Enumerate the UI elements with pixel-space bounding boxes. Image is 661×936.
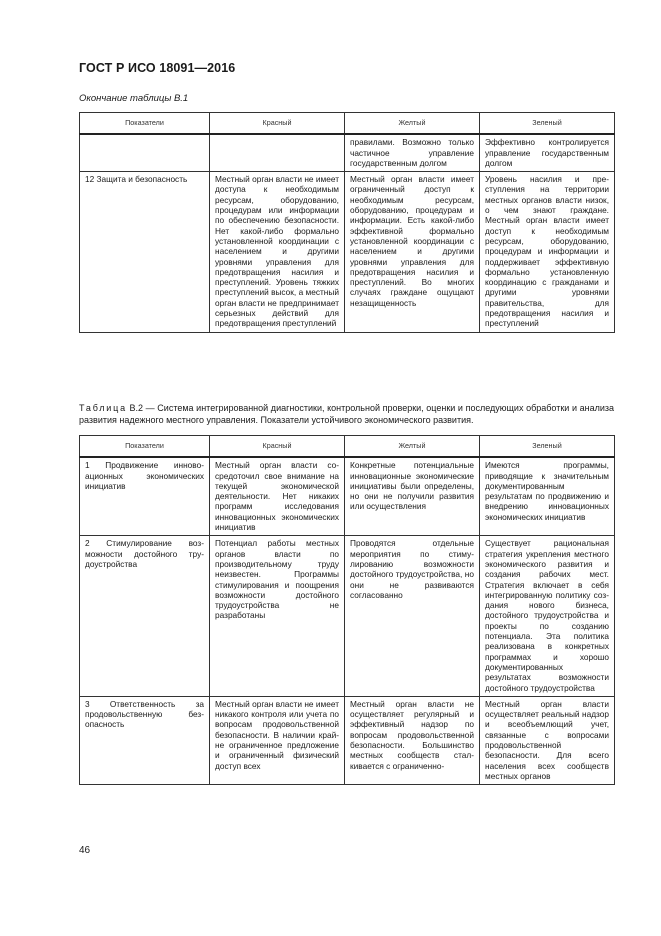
yellow-cell: Конкретные потенциальные инновационные экономические инициативы были определены, но они не получили развития или осуществления [345,457,480,536]
table-row [80,696,615,784]
column-header-green: Зеленый [480,113,615,135]
table-row [80,134,615,171]
red-cell: Потенциал работы местных органов власти по производительному труду неизвестен. Программы стимулирования и поощрения возможности достойного трудоустройства не разработаны [210,536,345,696]
document-title: ГОСТ Р ИСО 18091—2016 [79,61,236,75]
column-header-indicators: Показатели [80,113,210,135]
yellow-cell: правилами. Возможно только частичное управление государственным долгом [345,134,480,171]
indicator-cell: 12 Защита и безопасность [80,172,210,332]
red-cell [210,134,345,171]
table-header-row [80,436,615,458]
table-b2 [79,435,615,785]
indicator-cell: 3 Ответственность за продовольственную безопасность [80,696,210,784]
yellow-cell: Проводятся отдельные мероприятия по стимулированию возможности достойного трудоустройства, но они не развиваются согласованно [345,536,480,696]
table-b2-caption-text: В.2 — Система интегрированной диагностики, контрольной проверки, оценки и последующих обработки и анализа развития надежного местного управления. Показатели устойчивого экономического развития. [79,403,614,425]
indicator-cell: 2 Стимулирование возможности достойного трудоустройства [80,536,210,696]
green-cell: Существует рациональная стратегия укрепления местного экономического развития и создания рабочих мест. Стратегия включает в себя интегрированную политику создания нового бизнеса, достойного трудоустройства и проекты по созданию потенциала. Эта политика реализована в конкретных программах и хорошо документированных результатах возможности достойного трудоустройства [480,536,615,696]
yellow-cell: Местный орган власти не осуществляет регулярный и эффективный надзор по вопросам продовольственной безопасности. Большинство местных сообществ сталкивается с ограниченно- [345,696,480,784]
green-cell: Местный орган власти осуществляет реальный надзор и всеобъемлющий учет, связанные с вопросами продовольственной безопасности. Для всего населения всех сообществ местных органов [480,696,615,784]
column-header-red: Красный [210,113,345,135]
red-cell: Местный орган власти сосредоточил свое внимание на текущей экономической деятельности. Нет никаких программ исследования инновационных экономических инициатив [210,457,345,536]
yellow-cell: Местный орган власти имеет ограниченный доступ к необходимым ресурсам, оборудованию, процедурам и информации. Есть какой-либо эффективной формально установленной координации с населением и другими уровнями управления для предотвращения насилия и преступлений. Во многих случаях граждане ощущают незащищенность [345,172,480,332]
table-row [80,172,615,332]
column-header-yellow: Желтый [345,436,480,458]
column-header-green: Зеленый [480,436,615,458]
table-b1-caption: Окончание таблицы В.1 [79,93,189,104]
green-cell: Эффективно контролируется управление государственным долгом [480,134,615,171]
column-header-yellow: Желтый [345,113,480,135]
red-cell: Местный орган власти не имеет никакого контроля или учета по вопросам продовольственной безопасности. В наличии крайне ограниченное предложение и ограниченный физический доступ всех [210,696,345,784]
green-cell: Уровень насилия и преступления на территории местных органов власти низок, о чем знают граждане. Местный орган власти имеет доступ к необходимым ресурсам, оборудованию, процедурам и информации и поддерживает эффективную формально установленную координацию с гражданами и другими уровнями правительства, для предотвращения насилия и преступлений [480,172,615,332]
column-header-indicators: Показатели [80,436,210,458]
red-cell: Местный орган власти не имеет доступа к необходимым ресурсам, оборудованию, процедурам или информации по обеспечению безопасности. Нет какой-либо формально установленной координации с населением и другими уровнями управления для предотвращения насилия и преступлений. Уровень тяжких преступлений высок, а местный орган власти не предпринимает серьезных действий для предотвращения преступлений [210,172,345,332]
table-row [80,457,615,536]
table-header-row [80,113,615,135]
table-b2-caption-label: Таблица [79,403,127,413]
indicator-cell: 1 Продвижение инновоационных экономических инициатив [80,457,210,536]
table-row [80,536,615,696]
column-header-red: Красный [210,436,345,458]
page-number: 46 [79,845,91,856]
table-b2-caption [79,403,614,426]
indicator-cell [80,134,210,171]
green-cell: Имеются программы, приводящие к значительным документированным результатам по продвижению и внедрению инновационных экономических инициатив [480,457,615,536]
table-b1 [79,112,615,333]
